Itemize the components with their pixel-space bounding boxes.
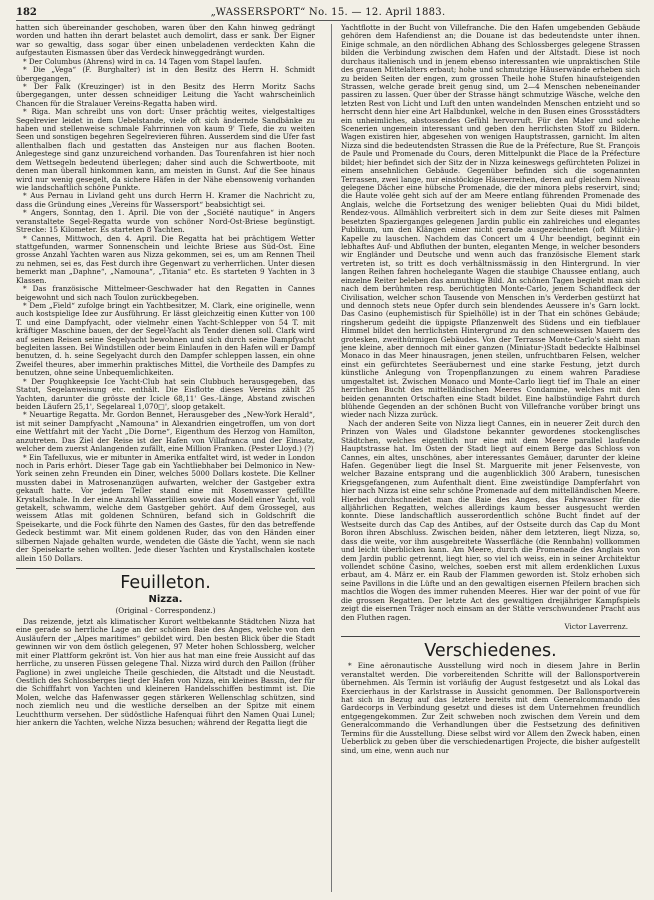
feuilleton-paragraph: Nach der anderen Seite von Nizza liegt Cannes, ein in neuerer Zeit durch den Prinzen von Wales und Gladstone bekannter gewordenes stockenglisches Städtchen, welches eigentlich nur eine mit dem Meere parallel laufende Hauptstrasse hat. Im Osten der Stadt liegt auf einem Berge das Schloss von Cannes, ein altes, unschönes, aber interessantes Gemäuer, darunter der kleine Hafen. Gegenüber liegt die Insel St. Marguerite mit jener Felsenveste, von welcher Bazaine entsprang und die augenblicklich 300 Arabern, tunesischen Kriegsgefangenen, zum Aufenthalt dient. Eine zweistündige Dampferfahrt von hier nach Nizza ist eine sehr schöne Promenade auf dem mittelländischen Meere. Hierbei durchschneidet man die Baie des Anges, das Fahrwasser für die alljährlichen Regatten, welches allerdings kaum besser ausgesucht werden konnte. Diese landschaftlich ausserordentlich schöne Bucht findet auf der Westseite durch das Cap des Antibes, auf der Ostseite durch das Cap du Mont Boron ihren Abschluss. Zwischen beiden, näher dem letzteren, liegt Nizza, so, dass die weite, vor ihm ausgebreitete Wasserfläche (die Rennbahn) vollkommen und leicht überblicken kann. Am Meere, durch die Promenade des Anglais von dem Jardin public getrennt, liegt hier, so viel ich weiss, ein in seiner Architektur vollendet schöne Casino, welches, soeben erst mit allem erdenklichen Luxus erbaut, am 4. März er. ein Raub der Flammen geworden ist. Stolz erhoben sich seine Pavillons in die Lüfte und an den gewaltigen eisernen Pfeilern brachen sich machtlos die Wogen des immer ruhenden Meeres. Hier war der point of vue für die grossen Regatten. Der letzte Act des gewaltigen dreijähriger Kampfspiels zeigt die eisernen Träger noch einsam an der Stätte verschwundener Pracht aus den Fluthen ragen. bbox=[341, 418, 640, 622]
news-item: * Angers, Sonntag, den 1. April. Die von der „Société nautique“ in Angers veranstaltete Segel-Regatta wurde von schöner Nord-Ost-Briese begünstigt. Strecke: 15 Kilometer. Es starteten 8 Yachten. bbox=[16, 208, 315, 235]
feuilleton-subheading: Nizza. bbox=[148, 594, 183, 605]
page-number: 182 bbox=[16, 6, 37, 18]
feuilleton-heading: Feuilleton. bbox=[120, 573, 211, 593]
news-item: * Aus Pernau in Livland geht uns durch Herrn H. Kramer die Nachricht zu, dass die Gründung eines „Vereins für Wassersport“ beabsichtigt sei. bbox=[16, 191, 315, 209]
news-item: * Neuartige Regatta. Mr. Gordon Bennet, Herausgeber des „New-York Herald“, ist mit seiner Dampfyacht „Namouna“ in Alexandrien eingetroffen, um von dort eine Wettfahrt mit der Yacht „Die Dorne“, Eigenthum des Herzog von Hamilton, anzutreten. Das Ziel der Reise ist der Hafen von Villafranca und der Einsatz, welcher dem zuerst Anlangenden zufällt, eine Million Franken. (Pester Lloyd.) (?) bbox=[16, 410, 315, 454]
news-item: * Der Falk (Kreuzinger) ist in den Besitz des Herrn Moritz Sachs übergegangen, unter dessen schneidiger Leitung die Yacht wahrscheinlich Chancen für die Stralauer Vereins-Regatta haben wird. bbox=[16, 81, 315, 108]
section-divider bbox=[341, 636, 640, 637]
feuilleton-paragraph: Das reizende, jetzt als klimatischer Kurort weltbekannte Städtchen Nizza hat eine gerade so herrliche Lage an der schönen Baie des Anges, welche von den Ausläufern der „Alpes maritimes“ gebildet wird. Den besten Blick über die Stadt gewinnen wir von dem östlich gelegenen, 97 Meter hohen Schlossberg, welcher mit einer Plattform gekrönt ist. Von hier aus hat man eine freie Aussicht auf das herrliche, zu unseren Füssen gelegene Thal. Nizza wird durch den Paillon (früher Paglione) in zwei ungleiche Theile geschieden, die Altstadt und die Neustadt. Oestlich des Schlossberges liegt der Hafen von Nizza, ein kleines Bassin, der für die Schifffahrt von Yachten und kleineren Handelsschiffen bestimmt ist. Die Molen, welche das Hafenwasser gegen stärkeren Wellenschlag schützen, sind noch ziemlich neu und die westliche derselben an der Spitze mit einem Leuchtthurm versehen. Der südöstliche Hafenquai führt den Namen Quai Lunel; hier ankern die Yachten, welche Nizza besuchen; während der Regatta liegt die bbox=[16, 617, 315, 728]
news-item: * Dem „Field“ zufolge bringt ein Yachtbesitzer, M. Clark, eine originelle, wenn auch kostspielige Idee zur Ausführung. Er lässt gleichzeitig einen Kutter von 100 T. und eine Dampfyacht, oder vielmehr einen Yacht-Schlepper von 54 T. mit kräftiger Maschine bauen, der der Segel-Yacht als Tender dienen soll. Clark wird auf seinen Reisen seine Segelyacht bewohnen und sich durch seine Dampfyacht begleiten lassen. Bei Windstillen oder beim Einlaufen in den Hafen will er Dampf benutzen, d. h. seine Segelyacht durch den Dampfer schleppen lassen, ein ohne Zweifel theures, aber immerhin praktisches Mittel, die Vortheile des Dampfes zu benutzen, ohne seine Unbequemlichkeiten. bbox=[16, 300, 315, 378]
news-item: * Der Columbus (Ahrens) wird in ca. 14 Tagen vom Stapel laufen. bbox=[23, 56, 262, 66]
verschiedenes-paragraph: * Eine aëronautische Ausstellung wird noch in diesem Jahre in Berlin veranstaltet werden. Die vorbereitenden Schritte will der Ballonsportverein übernehmen. Als Termin ist vorläufig der August festgesetzt und als Lokal das Exercierhaus in der Karlstrasse in Aussicht genommen. Der Ballonsportverein hat sich in Bezug auf das letztere bereits mit dem Generalcommando des Gardecorps in Verbindung gesetzt und dieses ist dem Unternehmen freundlich entgegengekommen. Zur Zeit schweben noch zwischen dem Verein und dem Generalcommando die Verhandlungen über die Festsetzung des definitiven Termins für die Ausstellung. Diese selbst wird vor Allem den Zweck haben, einen Ueberblick zu geben über die verschiedenartigen Projecte, die bisher aufgestellt sind, um eine, wenn auch nur bbox=[341, 661, 640, 755]
news-item: * Der Poughkeepsie Ice Yacht-Club hat sein Clubbuch herausgegeben, das Statut, Segelanweisung etc. enthält. Die Eisflotte dieses Vereins zählt 25 Yachten, darunter die grösste der Icicle 68,11' Ges.-Länge, Abstand zwischen beiden Läufern 25,1', Segelareal 1,070□', sloop getakelt. bbox=[16, 376, 315, 411]
news-item: * Cannes, Mittwoch, den 4. April. Die Regatta hat bei prächtigem Wetter stattgefunden, warmer Sonnenschein und leichte Briese aus Süd-Ost. Eine grosse Anzahl Yachten waren aus Nizza gekommen, sei es, um am Rennen Theil zu nehmen, sei es, das Fest durch ihre Gegenwart zu verherrlichen. Unter diesen bemerkt man „Daphne“, „Namouna“, „Titania“ etc. Es starteten 9 Yachten in 3 Klassen. bbox=[16, 233, 315, 285]
news-item: * Die „Vega“ (F. Burghalter) ist in den Besitz des Herrn H. Schmidt übergegangen, bbox=[16, 65, 315, 83]
feuilleton-origin: (Original - Correspondenz.) bbox=[115, 606, 216, 615]
news-item: * Ein Tafelluxus, wie er mitunter in Amerika entfaltet wird, ist weder in London noch in Paris erhört. Dieser Tage gab ein Yachtliebhaber bei Delmonico in New-York seinen zehn Freunden ein Diner, welches 5000 Dollars kostete. Die Kellner mussten dabei in Matrosenanzügen aufwarten, welcher der Gastgeber extra gekauft hatte. Vor jedem Teller stand eine mit Rosenwasser gefüllte Krystallschale. In der eine Anzahl Wasserlilien sowie das Modell einer Yacht, voll getakelt, schwamm, welche dem Gastgeber gehört. Auf dem Grossegel, aus weissem Atlas mit goldenen Schnüren, befand sich in Goldschrift die Speisekarte, und die Fock führte den Namen des Gastes, für den das betreffende Gedeck bestimmt war. Mit einem goldenen Ruder, das von den Händen einer silbernen Najade gehalten wurde, wendeten die Gäste die Yacht, wenn sie nach der Speisekarte sehen wollten. Jede dieser Yachten und Krystallschalen kostete allein 150 Dollars. bbox=[16, 452, 315, 563]
news-item: * Riga. Man schreibt uns von dort: Unser prächtig weites, vielgestaltiges Segelrevier leidet in dem Uebelstande, viele oft sich ändernde Sandbänke zu haben und stellenweise schmale Fahrrinnen von kaum 9' Tiefe, die zu weiten Seen und sonstigen begehren Segelrevieren führen. Ausserdem sind die Ufer fast allenthalben flach und gestatten das Ansteigen nur aus flachen Booten. Anlegestege sind ganz unzureichend vorhanden. Das Tourenfahren ist hier noch dem Wettsegeln bedeutend überlegen; daher sind auch die Schwertboote, mit denen man überall hinkommen kann, am meisten in Gunst. Auf die See hinaus wird nur wenig gesegelt, da sichere Häfen in der Nähe ebensowenig vorhanden wie landschaftlich schöne Punkte. bbox=[16, 107, 315, 193]
right-column bbox=[341, 24, 640, 755]
running-header bbox=[16, 4, 640, 21]
verschiedenes-heading: Verschiedenes. bbox=[424, 641, 557, 662]
author-signature: Victor Laverrenz. bbox=[564, 621, 628, 631]
left-column bbox=[16, 24, 315, 727]
section-divider bbox=[16, 568, 315, 569]
column-rule bbox=[331, 24, 332, 892]
feuilleton-paragraph: Yachtflotte in der Bucht von Villefranche. Die den Hafen umgebenden Gebäude gehören dem Hafendienst an; die Douane ist das bedeutendste unter ihnen. Einige schmale, an den nördlichen Abhang des Schlossberges gelegene Strassen bilden die Verbindung zwischen dem Hafen und der Altstadt. Diese ist noch durchaus italienisch und in jenem ebenso interessanten wie unpraktischen Stile des grauen Mittelalters erbaut; hohe und schmutzige Häuserwände erheben sich zu beiden Seiten der engen, zum grossen Theile hohe Stufen hinaufsteigenden Strassen, welche gerade breit genug sind, um 2—4 Menschen nebeneinander passiren zu lassen. Quer über der Strasse hängt schmutzige Wäsche, welche den letzten Rest von Licht und Luft den unten wandelnden Menschen entzieht und so herrscht denn hier eine Art Halbdunkel, welche in den Busen eines Grossstädters ein unheimliches, abstossendes Gefühl hervorruft. Für den Maler und solche Scenerien ungemein interessant und geben den herrlichsten Stoff zu Bildern. Wagen existiren hier, abgesehen von wenigen Hauptstrassen, garnicht. Im alten Nizza sind die bedeutendsten Strassen die Rue de la Préfecture, Rue St. François de Paule und Promenade du Cours, deren Mittelpunkt die Place de la Préfecture bildet; hier befindet sich der Sitz der in Nizza keineswegs gefürchteten Polizei in einem ansehnlichen Gebäude. Gegenüber befinden sich die sogenannten Terrassen, zwei lange, nur einstöckige Häuserreihen, deren auf gleichem Niveau gelegene Dächer eine hübsche Promenade, die der minora plebs reservirt, sind; die Haute volée geht sich auf der am Meere entlang führenden Promenade des Anglais, welche die Fortsetzung des weniger beliebten Quai du Midi bildet, Rendez-vous. Allmählich verbreitert sich in dem zur Seite dieses mit Palmen besetzten Spazierganges gelegenen Jardin public ein zahlreiches und elegantes Publikum, um den Klängen einer nicht gerade ausgezeichneten (oft Militär-) Kapelle zu lauschen. Nachdem das Concert um 4 Uhr beendigt, beginnt ein lebhaftes Auf- und Abfluthen der bunten, eleganten Menge, in welcher besonders wir Engländer und Deutsche und wenn auch das französische Element stark vertreten ist, so tritt es doch verhältnissmässig in den Hintergrund. In vier langen Reihen fahren hochelegante Wagen die staubige Chaussee entlang, auch einzelne Reiter beleben das anmuthige Bild. An schönen Tagen begiebt man sich nach dem berühmten resp. berüchtigten Monte-Carlo, jenem Schandfleck der Civilisation, welcher schon Tausende von Menschen in's Verderben gestürzt hat und dennoch stets neue Opfer durch sein blendendes Aeussere in's Garn lockt. Das Casino (euphemistisch für Spielhölle) ist in der That ein schönes Gebäude; ringsherum gedeiht die üppigste Pflanzenwelt des Südens und ein tiefblauer Himmel bildet den herrlichsten Hintergrund zu den schneeweissen Mauern des grotesken, zweithürmigen Gebäudes. Von der Terrasse Monte-Carlo's sieht man jene kleine, aber dennoch mit einer ganzen (Miniatur-)Stadt bedeckte Halbinsel Monaco in das Meer hinausragen, jenen steilen, unfruchtbaren Felsen, welcher einst ein gefürchtetes Seeräubernest und eine starke Festung, jetzt durch künstliche Anlegung von Tropenpflanzungen zu einem wahren Paradiese umgestaltet ist. Zwischen Monaco und Monte-Carlo liegt tief im Thale an einer herrlichen Bucht des mittelländischen Meeres Condamine, welches mit den beiden genannten Ortschaften eine Stadt bildet. Eine halbstündige Fahrt durch blühende Gegenden an der schönen Bucht von Villefranche vorüber bringt uns wieder nach Nizza zurück. bbox=[341, 23, 640, 420]
news-item: * Das französische Mittelmeer-Geschwader hat den Regatten in Cannes beigewohnt und sich nach Toulon zurückbegeben. bbox=[16, 284, 315, 302]
news-item: hatten sich übereinander geschoben, waren über den Kahn hinweg gedrängt worden und hatten ihn derart belastet auch demolirt, dass er sank. Der Eigner war so gewaltig, dass sogar über einen unbeladenen verdeckten Kahn die aufgestauten Eismassen über das Verdeck hinweggedrängt wurden. bbox=[16, 23, 315, 58]
header-title: „WASSERSPORT“ No. 15. — 12. April 1883. bbox=[210, 6, 446, 18]
